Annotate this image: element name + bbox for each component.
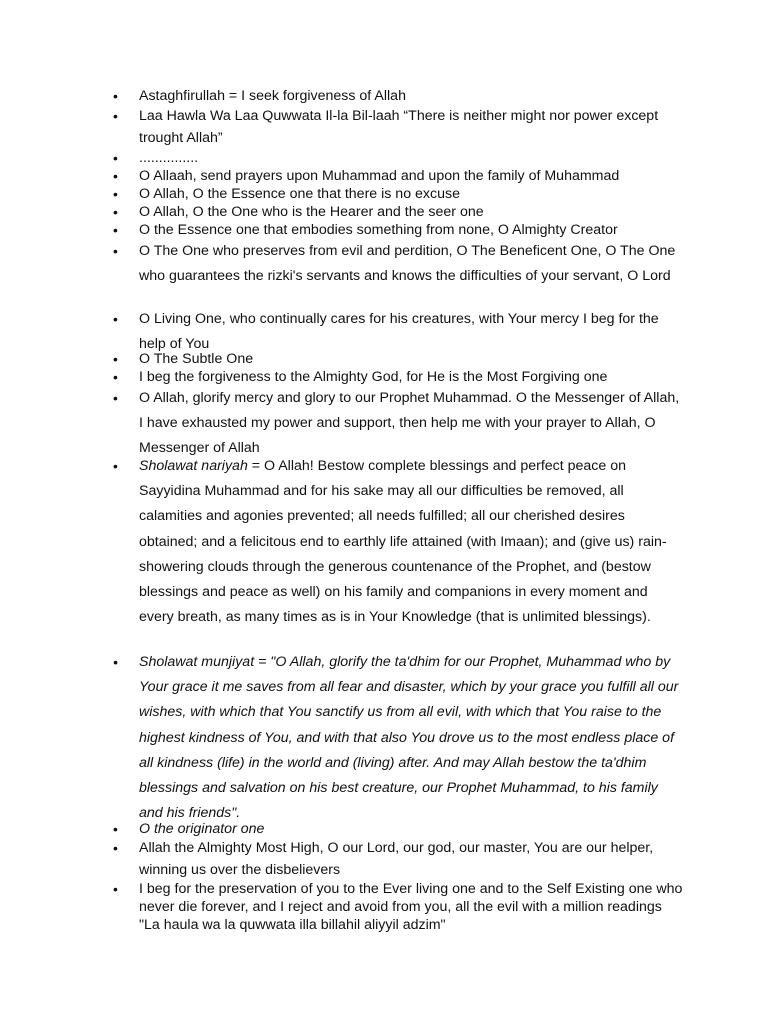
item-text: Laa Hawla Wa Laa Quwwata Il-la Bil-laah “There is neither might nor power except trought Allah” xyxy=(139,108,659,146)
item-text: O Allah, O the Essence one that there is no excuse xyxy=(139,186,460,202)
item-text: O Allaah, send prayers upon Muhammad and upon the family of Muhammad xyxy=(139,168,620,184)
list-item xyxy=(113,350,683,368)
item-text: Astaghfirullah = I seek forgiveness of Allah xyxy=(139,88,406,104)
list-item xyxy=(113,307,683,353)
item-text: O the originator one xyxy=(139,821,265,837)
list-item xyxy=(113,203,683,221)
item-text: O Allah, glorify mercy and glory to our Prophet Muhammad. O the Messenger of Allah, I have exhausted my power and support, then help me with your prayer to Allah, O Messenger of Allah xyxy=(139,390,680,457)
item-label: Sholawat nariyah xyxy=(139,458,248,474)
list-item xyxy=(113,650,683,820)
item-text: O Living One, who continually cares for his creatures, with Your mercy I beg for the help of You xyxy=(139,311,659,353)
list-item xyxy=(113,87,683,105)
list-item xyxy=(113,221,683,239)
list-item xyxy=(113,820,683,837)
item-text: Sholawat munjiyat = "O Allah, glorify the ta'dhim for our Prophet, Muhammad who by Your grace it me saves from all fear and disaster, which by your grace you fulfill all our wishes, with which that You sanctify us from all evil, with which that You raise to the highest kindness of You, and with that also You drove us to the most endless place of all kindness (life) in the world and (living) after. And may Allah bestow the ta'dhim blessings and salvation on his best creature, our Prophet Muhammad, to his family and his friends". xyxy=(139,654,679,822)
list-item xyxy=(113,105,683,149)
list-item xyxy=(113,368,683,386)
list-item xyxy=(113,167,683,185)
bullet-list xyxy=(113,87,683,940)
list-item xyxy=(113,454,683,650)
item-text: ............... xyxy=(139,150,199,166)
item-text: I beg for the preservation of you to the Ever living one and to the Self Existing one who never die forever, and I reject and avoid from you, all the evil with a million readings "La haula wa la quwwata illa billahil aliyyil adzim" xyxy=(139,881,683,934)
item-text: O The One who preserves from evil and perdition, O The Beneficent One, O The One who guarantees the rizki's servants and knows the difficulties of your servant, O Lord xyxy=(139,243,676,285)
item-text: = O Allah! Bestow complete blessings and perfect peace on Sayyidina Muhammad and for his sake may all our difficulties be removed, all calamities and agonies prevented; all needs fulfilled; all our cherished desires obtained; and a felicitous end to earthly life attained (with Imaan); and (give us) rain-showering clouds through the generous countenance of the Prophet, and (bestow blessings and peace as well) on his family and companions in every moment and every breath, as many times as is in Your Knowledge (that is unlimited blessings). xyxy=(139,458,667,626)
item-text: O the Essence one that embodies something from none, O Almighty Creator xyxy=(139,222,618,238)
list-item xyxy=(113,880,683,940)
list-item xyxy=(113,149,683,167)
list-item xyxy=(113,239,683,307)
item-text: Allah the Almighty Most High, O our Lord, our god, our master, You are our helper, winning us over the disbelievers xyxy=(139,840,654,878)
list-item xyxy=(113,185,683,203)
list-item xyxy=(113,386,683,457)
item-text: O The Subtle One xyxy=(139,351,254,367)
list-item xyxy=(113,837,683,880)
item-text: I beg the forgiveness to the Almighty God, for He is the Most Forgiving one xyxy=(139,369,608,385)
item-text: O Allah, O the One who is the Hearer and the seer one xyxy=(139,204,484,220)
